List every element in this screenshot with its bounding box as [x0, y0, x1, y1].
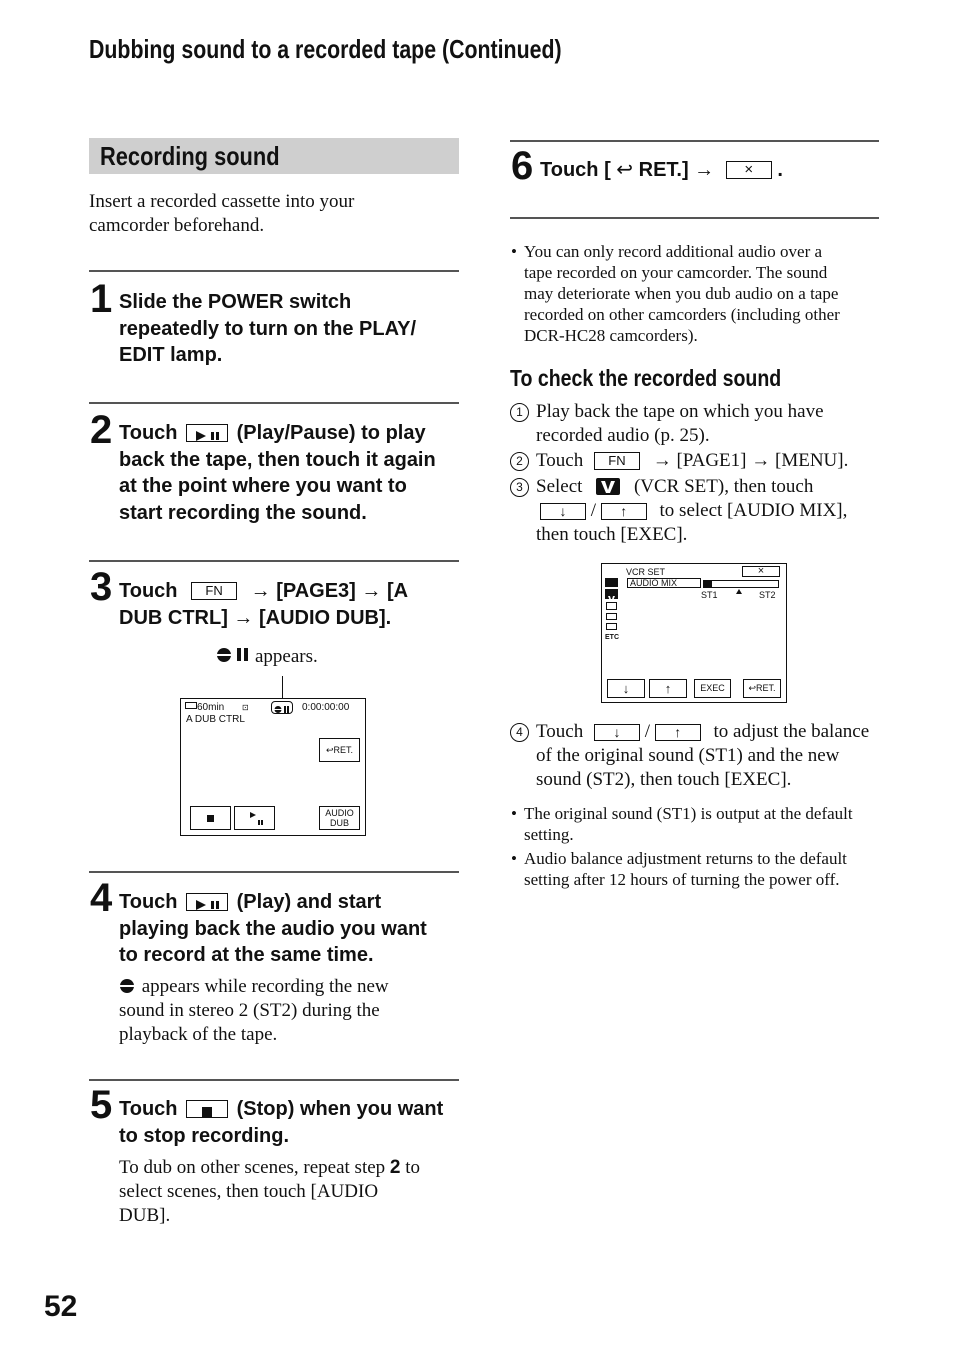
desc-line: select scenes, then touch [AUDIO [119, 1181, 379, 1202]
audio-dub-label: AUDIO [325, 808, 354, 818]
subheading: To check the recorded sound [510, 365, 782, 391]
check-line [536, 475, 880, 499]
exec-button[interactable]: EXEC [694, 679, 731, 698]
touch-word: Touch [536, 450, 584, 471]
menu-icon-vcr-set [605, 589, 618, 599]
note-line: The original sound (ST1) is output at the default [524, 804, 853, 823]
circled-number: 1 [510, 403, 529, 422]
page-header: Dubbing sound to a recorded tape (Continued) [89, 34, 562, 64]
touch-word: Touch [119, 422, 178, 444]
step-1-text [119, 289, 464, 369]
lcd-screen-audio-dub [180, 698, 366, 836]
mode-label: A DUB CTRL [186, 714, 245, 725]
select-word: Select [536, 476, 583, 497]
stop-icon [207, 815, 214, 822]
section-title: Recording sound [100, 141, 280, 171]
step-6-text [540, 157, 783, 184]
balance-fill [704, 581, 712, 587]
touch-word: Touch [536, 721, 584, 742]
slash: / [644, 721, 650, 742]
balance-marker-icon [736, 589, 742, 594]
step-4-number: 4 [90, 876, 113, 920]
step-line: to stop recording. [119, 1124, 289, 1147]
note-line: setting after 12 hours of turning the power off. [524, 870, 840, 889]
step-2-number: 2 [90, 408, 113, 452]
down-button[interactable]: ↓ [607, 679, 645, 698]
check-text: (VCR SET), then touch [633, 476, 814, 497]
step-line: Slide the POWER switch [119, 291, 352, 313]
note-line: Audio balance adjustment returns to the default [524, 849, 847, 868]
caption-text: appears. [255, 646, 318, 667]
touch-word: Touch [ [540, 159, 611, 181]
bullet-icon: • [511, 804, 517, 823]
step-line: playing back the audio you want [119, 917, 427, 940]
step-text-span: (Stop) when you want [236, 1098, 444, 1120]
check-line: of the original sound (ST1) and the new [536, 745, 840, 766]
check-item-3 [510, 475, 880, 547]
step-line: to record at the same time. [119, 944, 374, 966]
step-divider [89, 560, 459, 562]
desc-line: DUB]. [119, 1205, 171, 1226]
lcd-screen-vcr-set [601, 563, 787, 703]
play-pause-button[interactable] [234, 806, 275, 830]
menu-icon-tape [606, 613, 617, 620]
ret-label: RET. [756, 683, 776, 693]
st2-label: ST2 [759, 590, 776, 600]
check-item-1 [510, 400, 880, 448]
ret-button[interactable] [743, 679, 781, 698]
play-pause-icon [186, 893, 228, 911]
return-icon: ↩ [748, 683, 757, 693]
up-arrow-icon: ↑ [601, 503, 647, 520]
down-arrow-icon: ↓ [594, 724, 640, 741]
step-4-description [119, 975, 464, 1047]
step-divider [89, 1079, 459, 1081]
stop-icon [186, 1100, 228, 1118]
check-item-4 [510, 720, 880, 792]
up-button[interactable]: ↑ [649, 679, 687, 698]
check-item-2 [510, 449, 880, 473]
check-text: to select [AUDIO MIX], [659, 500, 848, 521]
check-line: sound (ST2), then touch [EXEC]. [536, 769, 792, 790]
step-line: DUB CTRL] → [AUDIO DUB]. [119, 606, 392, 629]
timecode: 0:00:00:00 [302, 702, 350, 713]
touch-word: Touch [119, 1098, 178, 1120]
step-3-number: 3 [90, 565, 113, 609]
bullet-icon: • [511, 849, 517, 868]
step-1-number: 1 [90, 277, 113, 321]
return-icon: ↩ [325, 745, 334, 755]
step-divider [510, 140, 879, 142]
note-line: recorded on other camcorders (including other [524, 305, 840, 324]
check-line: Play back the tape on which you have [536, 401, 824, 422]
audio-dub-pause-icon [215, 646, 255, 664]
intro-line: Insert a recorded cassette into your [89, 191, 355, 212]
desc-line: playback of the tape. [119, 1024, 278, 1045]
check-text: to adjust the balance [713, 721, 870, 742]
battery-icon [185, 702, 197, 709]
audio-dub-status-icon [271, 701, 293, 714]
menu-icon-settings [606, 623, 617, 630]
up-arrow-icon: ↑ [655, 724, 701, 741]
desc-text: to [405, 1157, 421, 1178]
fn-button-icon: FN [594, 452, 640, 470]
step-5-text [119, 1096, 464, 1149]
desc-line [119, 1156, 464, 1180]
ret-button[interactable] [319, 738, 360, 762]
step-divider [89, 270, 459, 272]
stop-button[interactable] [190, 806, 231, 830]
step-text-span: (Play) and start [236, 891, 382, 913]
step-3-text [119, 578, 464, 631]
intro-line: camcorder beforehand. [89, 215, 265, 236]
step-line: EDIT lamp. [119, 344, 223, 366]
audio-dub-button[interactable] [319, 806, 360, 830]
desc-text: To dub on other scenes, repeat step [119, 1157, 386, 1178]
circled-number: 3 [510, 478, 529, 497]
step-5-description [119, 1156, 464, 1228]
step-line [119, 1096, 464, 1123]
step-4-text [119, 889, 464, 969]
appears-caption [215, 645, 318, 669]
note-bullet [511, 848, 881, 890]
st1-label: ST1 [701, 590, 718, 600]
step-text-span: → [PAGE3] → [A [250, 580, 409, 602]
vcr-set-icon [595, 477, 621, 496]
step-line: at the point where you want to [119, 475, 407, 497]
step-text-span: (Play/Pause) to play [236, 422, 426, 444]
step-line [119, 578, 464, 605]
note-line: DCR-HC28 camcorders). [524, 326, 698, 345]
step-text-span: . [777, 159, 783, 181]
step-divider [510, 217, 879, 219]
note-bullet [511, 803, 881, 845]
step-line: repeatedly to turn on the PLAY/ [119, 317, 417, 340]
step-5-number: 5 [90, 1083, 113, 1127]
step-divider [89, 871, 459, 873]
note-line: tape recorded on your camcorder. The sound [524, 263, 828, 282]
touch-word: Touch [119, 891, 178, 913]
callout-line [282, 676, 283, 700]
desc-line: sound in stereo 2 (ST2) during the [119, 1000, 380, 1021]
ret-label: RET. [333, 745, 354, 755]
intro-text [89, 190, 459, 238]
down-arrow-icon: ↓ [540, 503, 586, 520]
menu-icon-etc: ETC [605, 634, 619, 641]
circled-number: 2 [510, 452, 529, 471]
note-line: setting. [524, 825, 574, 844]
check-line [536, 499, 880, 523]
step-line [119, 420, 464, 447]
audio-balance-bar[interactable] [703, 580, 779, 588]
battery-indicator [185, 702, 224, 713]
note-bullet [511, 241, 881, 346]
step-2-text [119, 420, 464, 526]
desc-line [119, 975, 464, 999]
audio-mix-item[interactable]: AUDIO MIX [627, 578, 701, 588]
slash: / [590, 500, 597, 521]
menu-icon-camera [605, 578, 618, 587]
menu-title: VCR SET [626, 567, 666, 577]
menu-icon-lcd [606, 602, 617, 610]
battery-text: 60min [197, 702, 225, 713]
close-button[interactable]: × [742, 566, 780, 577]
fn-button-icon: FN [191, 582, 237, 600]
audio-dub-icon [119, 978, 137, 994]
step-6-number: 6 [511, 144, 534, 188]
close-icon: × [726, 161, 772, 179]
check-text: → [PAGE1] → [MENU]. [652, 450, 849, 471]
audio-dub-label: DUB [329, 818, 349, 828]
check-line [536, 720, 880, 744]
step-line [119, 889, 464, 916]
step-ref: 2 [389, 1157, 401, 1178]
bullet-icon: • [511, 242, 517, 261]
play-pause-icon [235, 807, 274, 829]
check-line: recorded audio (p. 25). [536, 425, 710, 446]
touch-word: Touch [119, 580, 178, 602]
play-pause-icon [186, 424, 228, 442]
page-number: 52 [44, 1290, 78, 1323]
step-text-span: RET.] → [638, 159, 715, 181]
step-line: back the tape, then touch it again [119, 448, 436, 471]
circled-number: 4 [510, 723, 529, 742]
check-line: then touch [EXEC]. [536, 524, 688, 545]
step-line: start recording the sound. [119, 501, 367, 524]
desc-text: appears while recording the new [141, 976, 389, 997]
return-icon: ↩ [616, 159, 634, 181]
note-line: may deteriorate when you dub audio on a tape [524, 284, 839, 303]
step-divider [89, 402, 459, 404]
note-line: You can only record additional audio over a [524, 242, 823, 261]
tape-icon: ⊡ [242, 703, 249, 712]
